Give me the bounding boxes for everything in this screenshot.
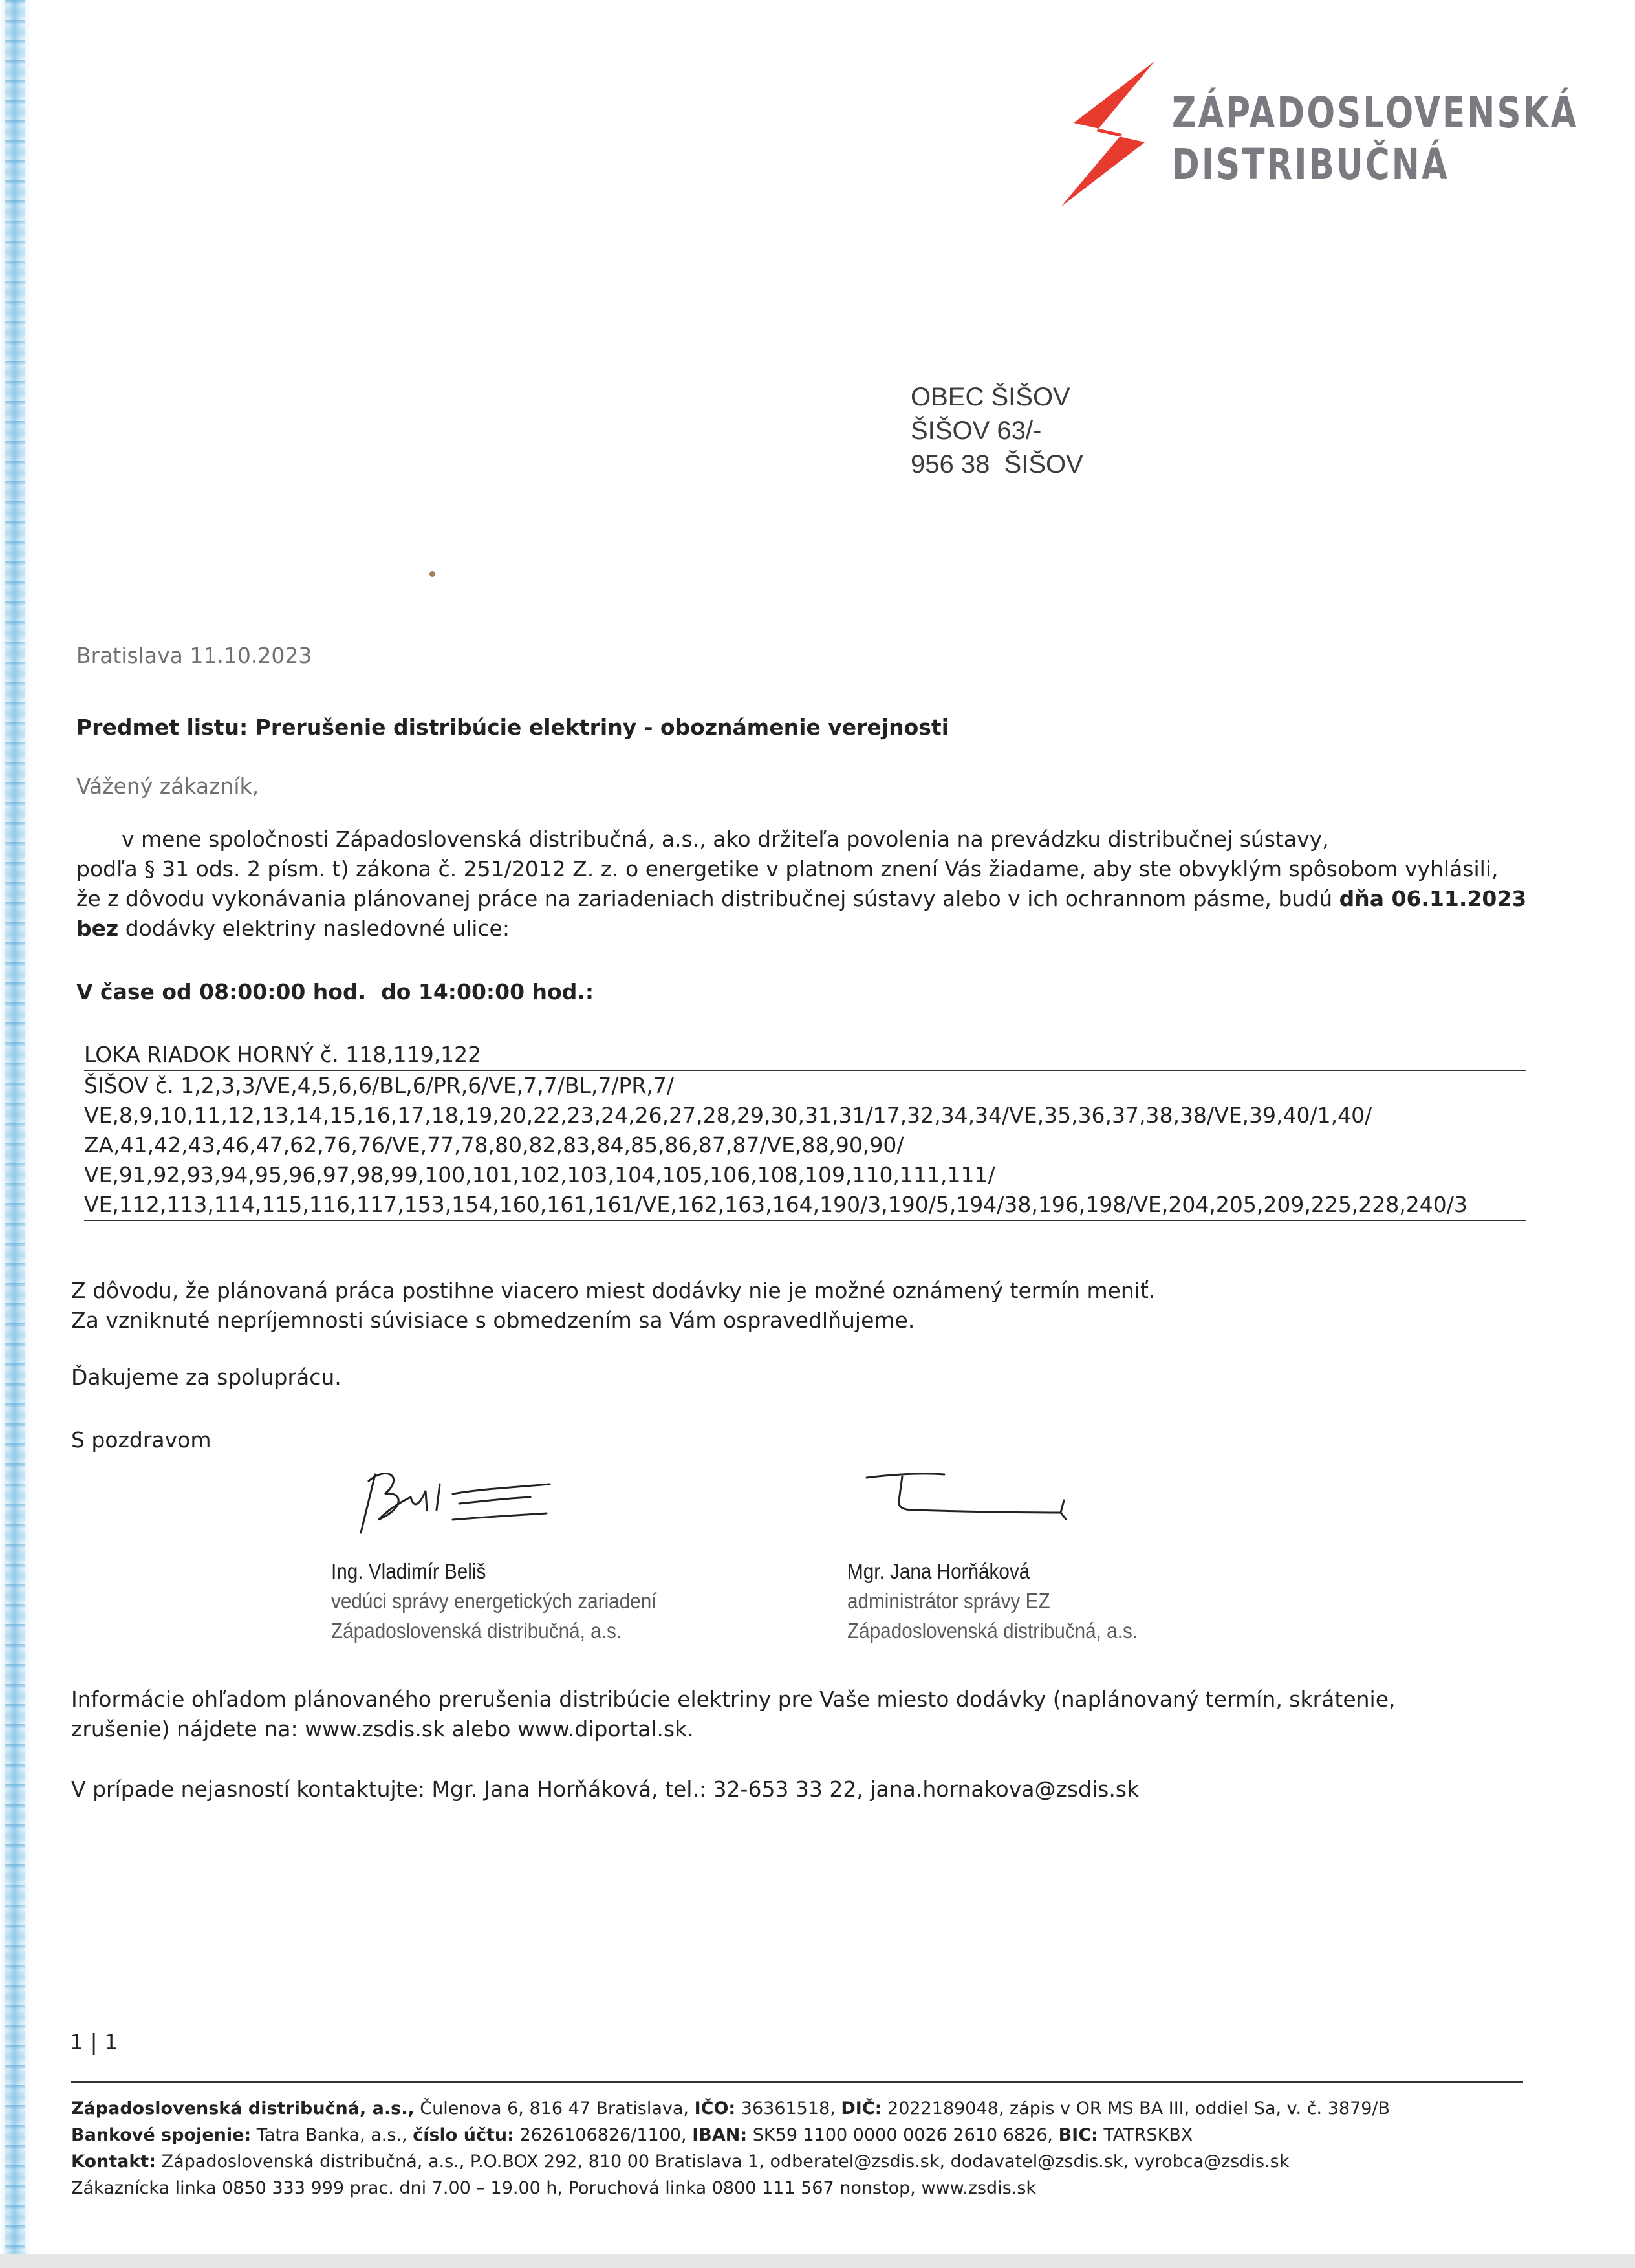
company-logo [1061, 61, 1579, 210]
logo-wordmark [1172, 87, 1579, 191]
salutation: Vážený zákazník, [76, 773, 259, 799]
recipient-line1: OBEC ŠIŠOV [911, 383, 1070, 411]
body-line3 [76, 884, 1532, 914]
signatory-hornakova [847, 1557, 1138, 1646]
footer-iban: SK59 1100 0000 0026 2610 6826, [747, 2125, 1059, 2145]
footer-bank-label: Bankové spojenie: [71, 2125, 252, 2145]
outage-date: dňa 06.11.2023 [1339, 886, 1527, 911]
recipient-line2: ŠIŠOV 63/- [911, 416, 1042, 445]
closing-line2: Za vzniknuté nepríjemnosti súvisiace s obmedzením sa Vám ospravedlňujeme. [71, 1308, 915, 1333]
footer-account: 2626106826/1100, [514, 2125, 693, 2145]
footer-line4: Zákaznícka linka 0850 333 999 prac. dni 7.00 – 19.00 h, Poruchová linka 0800 111 567 nonstop, www.zsdis.sk [71, 2178, 1037, 2198]
street-row-line: VE,8,9,10,11,12,13,14,15,16,17,18,19,20,22,23,24,26,27,28,29,30,31,31/17,32,34,34/VE,35,36,37,38,38/VE,39,40/1,40/ [84, 1103, 1372, 1128]
body-line3-text: že z dôvodu vykonávania plánovanej práce na zariadeniach distribučnej sústavy alebo v ich ochrannom pásme, budú [76, 886, 1339, 911]
letter-subject: Predmet listu: Prerušenie distribúcie elektriny - oboznámenie verejnosti [76, 715, 949, 740]
footer-bic-label: BIC: [1058, 2125, 1098, 2145]
thanks-line: Ďakujeme za spoluprácu. [71, 1365, 341, 1390]
signature-hornakova [854, 1465, 1087, 1536]
info-line2: zrušenie) nájdete na: www.zsdis.sk alebo www.diportal.sk. [71, 1716, 694, 1742]
footer-ico-label: IČO: [694, 2099, 736, 2119]
body-line4-bold: bez [76, 916, 119, 941]
footer-company: Západoslovenská distribučná, a.s., [71, 2099, 415, 2119]
closing-paragraph [71, 1276, 1155, 1335]
letter-date: Bratislava 11.10.2023 [76, 643, 312, 668]
footer-contact-label: Kontakt: [71, 2152, 157, 2172]
info-line1: Informácie ohľadom plánovaného prerušenia distribúcie elektriny pre Vaše miesto dodávky (naplánovaný termín, skrátenie, [71, 1687, 1396, 1712]
street-row-line: ZA,41,42,43,46,47,62,76,76/VE,77,78,80,82,83,84,85,86,87,87/VE,88,90,90/ [84, 1132, 904, 1158]
scan-bottom-edge [0, 2254, 1635, 2268]
signatory-role: administrátor správy EZ [847, 1589, 1050, 1613]
street-row-line: VE,112,113,114,115,116,117,153,154,160,161,161/VE,162,163,164,190/3,190/5,194/38,196,198/VE,204,205,209,225,228,240/3 [84, 1192, 1467, 1217]
street-row-line: ŠIŠOV č. 1,2,3,3/VE,4,5,6,6/BL,6/PR,6/VE,7,7/BL,7/PR,7/ [84, 1073, 674, 1098]
info-paragraph [71, 1685, 1526, 1744]
body-line2: podľa § 31 ods. 2 písm. t) zákona č. 251/2012 Z. z. o energetike v platnom znení Vás žiadame, aby ste obvyklým spôsobom vyhlásili, [76, 856, 1499, 881]
lightning-bolt-icon [1061, 61, 1171, 210]
footer-ico: 36361518, [735, 2099, 841, 2119]
signatory-company: Západoslovenská distribučná, a.s. [331, 1619, 622, 1643]
scan-speck [429, 571, 435, 577]
footer-line2 [71, 2122, 1390, 2148]
footer-bic: TATRSKBX [1098, 2125, 1193, 2145]
street-row-line: VE,91,92,93,94,95,96,97,98,99,100,101,102,103,104,105,106,108,109,110,111,111/ [84, 1162, 995, 1187]
footer-bank: Tatra Banka, a.s., [251, 2125, 413, 2145]
logo-line2: DISTRIBUČNÁ [1172, 140, 1449, 189]
body-line1: v mene spoločnosti Západoslovenská distribučná, a.s., ako držiteľa povolenia na prevádzku distribučnej sústavy, [122, 826, 1329, 852]
footer-line3 [71, 2148, 1390, 2175]
street-row [84, 1071, 1526, 1221]
footer-iban-label: IBAN: [692, 2125, 748, 2145]
body-line4 [76, 914, 1532, 944]
signatory-name: Ing. Vladimír Beliš [331, 1559, 486, 1583]
streets-table [84, 1040, 1526, 1221]
street-row: LOKA RIADOK HORNÝ č. 118,119,122 [84, 1040, 1526, 1071]
signatory-belis [331, 1557, 657, 1646]
closing-line1: Z dôvodu, že plánovaná práca postihne viacero miest dodávky nie je možné oznámený termín meniť. [71, 1278, 1156, 1303]
scan-edge [0, 0, 65, 2268]
signature-belis [349, 1458, 563, 1542]
time-range: V čase od 08:00:00 hod. do 14:00:00 hod.: [76, 979, 594, 1004]
footer-line1 [71, 2095, 1390, 2122]
page-number: 1 | 1 [70, 2029, 118, 2055]
signatory-role: vedúci správy energetických zariadení [331, 1589, 657, 1613]
footer-contact: Západoslovenská distribučná, a.s., P.O.BOX 292, 810 00 Bratislava 1, odberatel@zsdis.sk, dodavatel@zsdis.sk, vyrobca@zsdis.sk [156, 2152, 1290, 2172]
footer-dic: 2022189048, zápis v OR MS BA III, oddiel Sa, v. č. 3879/B [882, 2099, 1391, 2119]
footer [71, 2095, 1390, 2201]
signatory-company: Západoslovenská distribučná, a.s. [847, 1619, 1138, 1643]
signatory-name: Mgr. Jana Horňáková [847, 1559, 1030, 1583]
body-line4-text: dodávky elektriny nasledovné ulice: [118, 916, 510, 941]
footer-address: Čulenova 6, 816 47 Bratislava, [414, 2099, 695, 2119]
footer-dic-label: DIČ: [841, 2099, 882, 2119]
logo-line1: ZÁPADOSLOVENSKÁ [1172, 88, 1579, 138]
contact-line: V prípade nejasností kontaktujte: Mgr. Jana Horňáková, tel.: 32-653 33 22, jana.hornakova@zsdis.sk [71, 1777, 1140, 1802]
body-paragraph [76, 825, 1532, 944]
recipient-address [911, 380, 1083, 481]
footer-divider [71, 2081, 1523, 2083]
footer-account-label: číslo účtu: [413, 2125, 514, 2145]
regards-line: S pozdravom [71, 1427, 211, 1453]
recipient-line3: 956 38 ŠIŠOV [911, 450, 1083, 479]
